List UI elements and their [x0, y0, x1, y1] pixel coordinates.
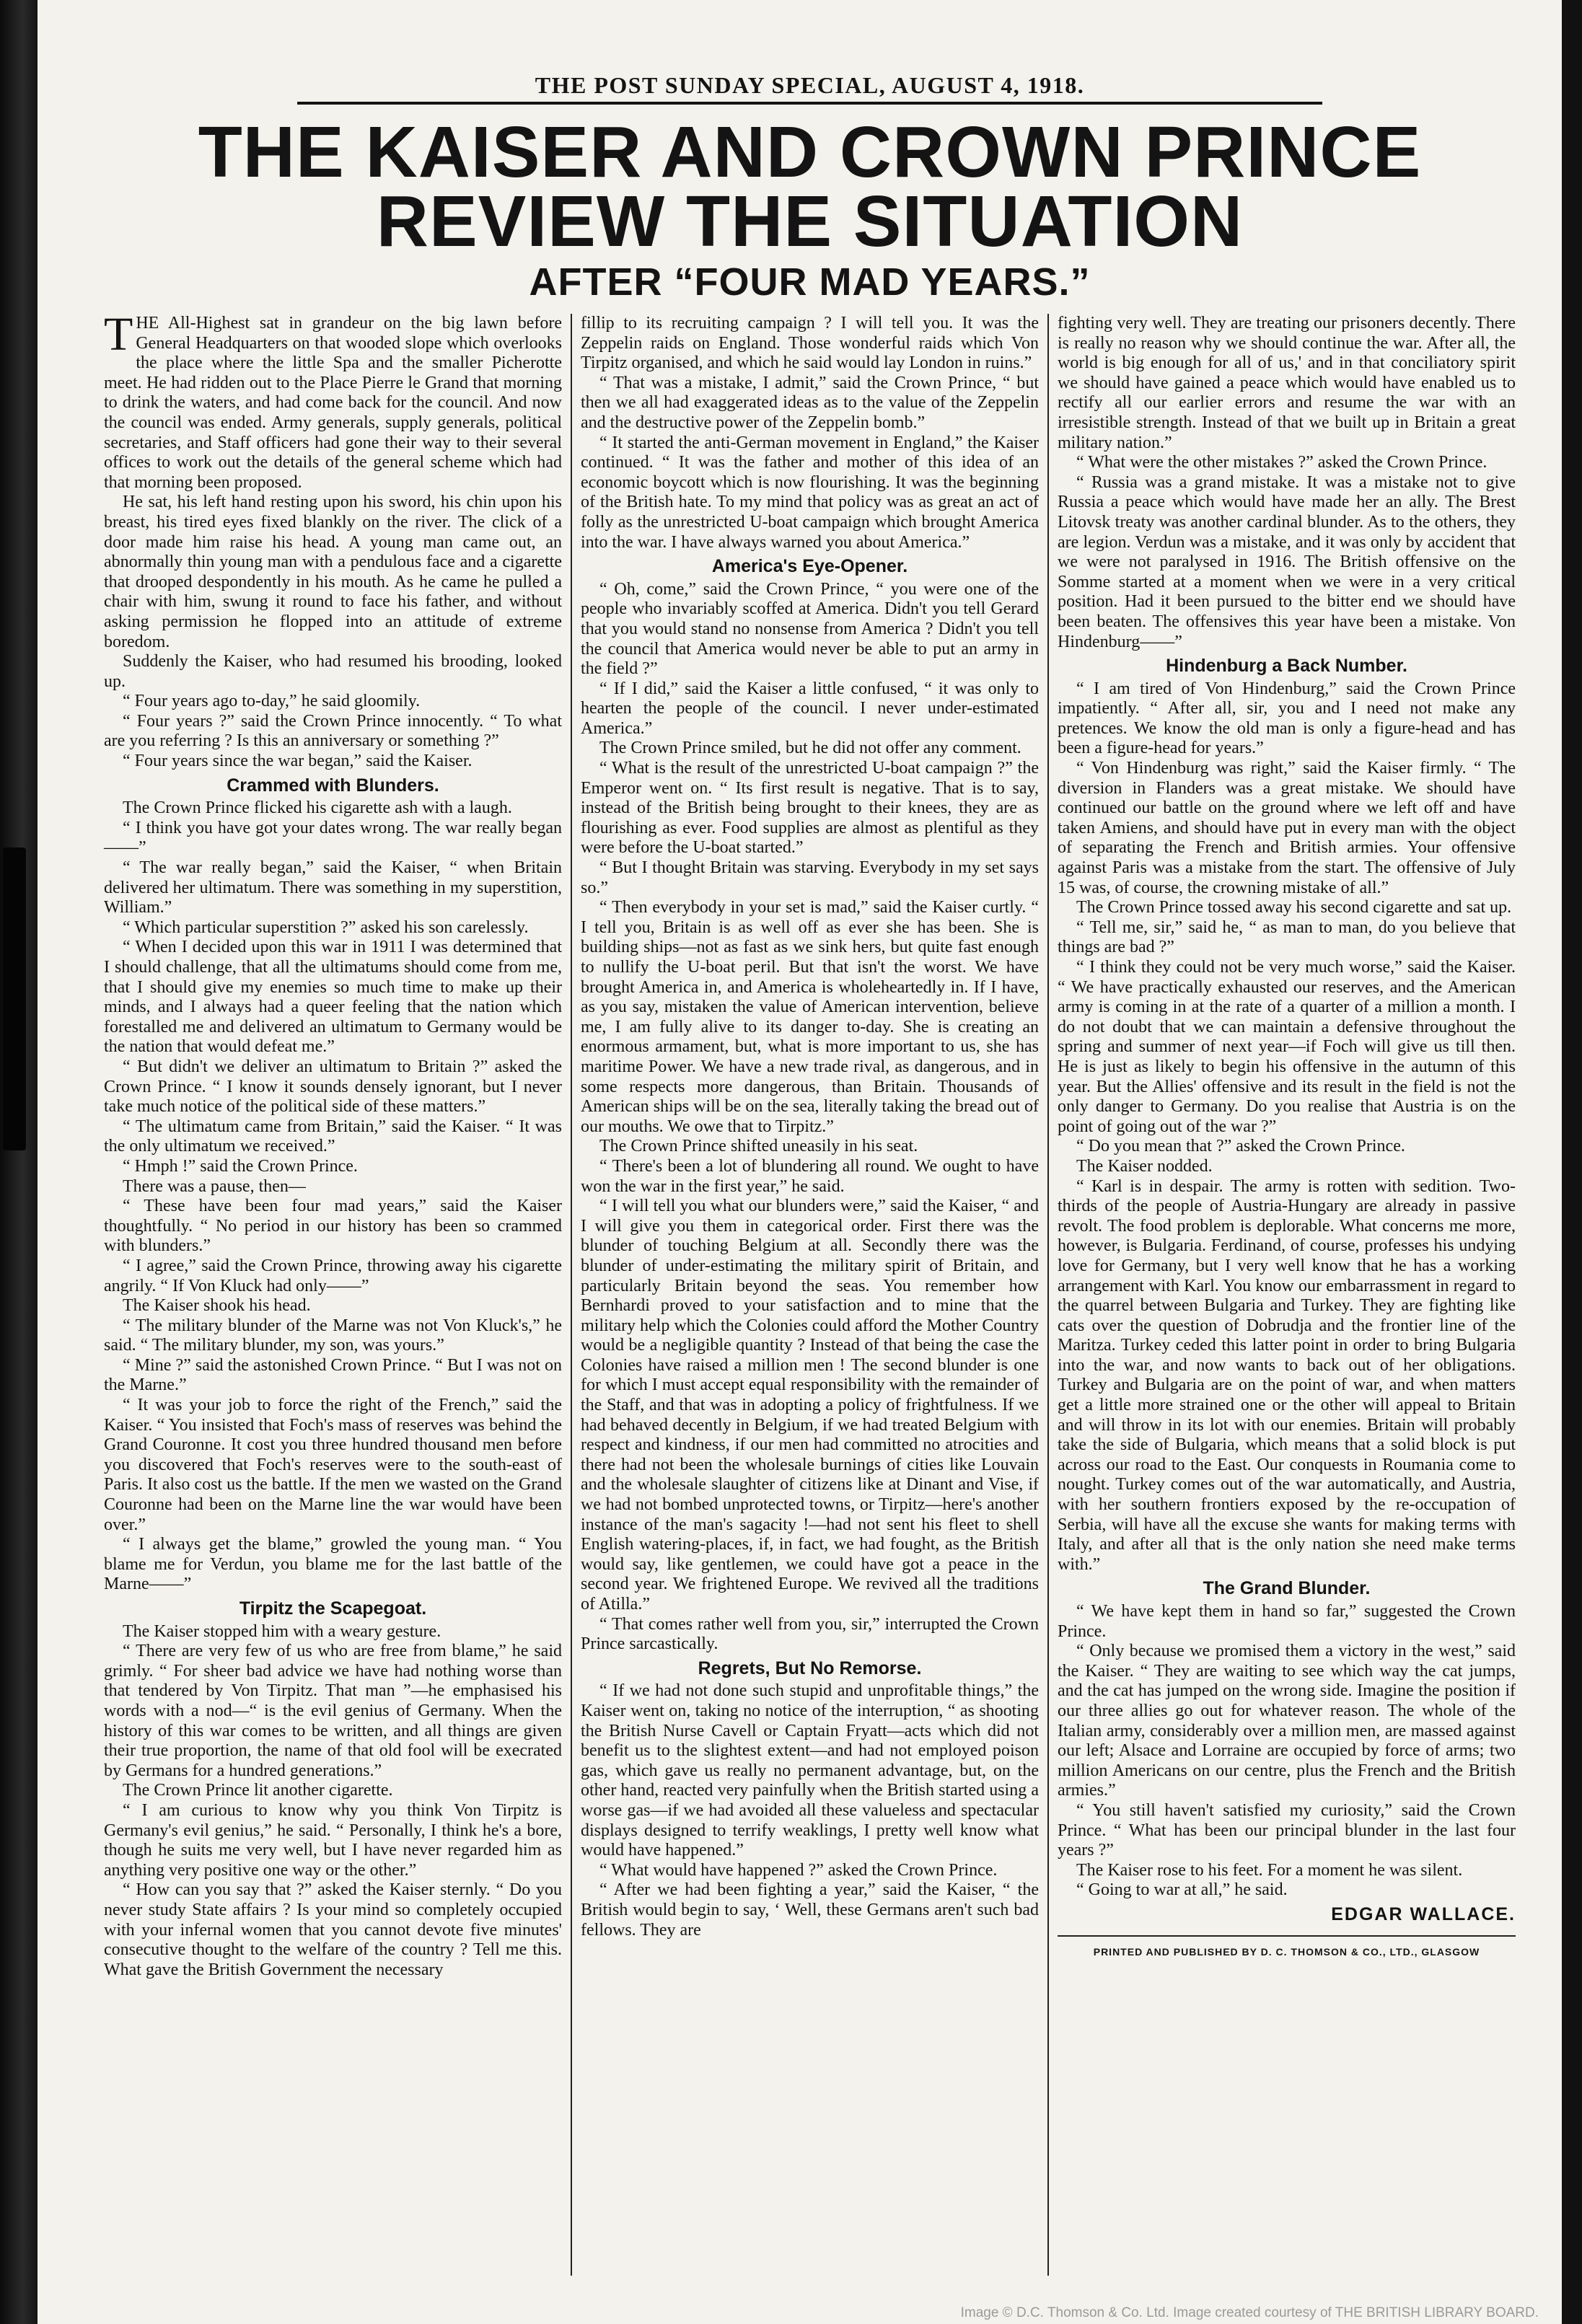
paragraph: “ Von Hindenburg was right,” said the Kaiser firmly. “ The diversion in Flanders was a great mistake. We should have continued our battle on the ground where we left off and have taken Amiens, and should have put in every man with the object of separating the French and British armies. Your offensive against Paris was a mistake from the start. The offensive of July 15 was, of course, the crowning mistake of all.” — [1058, 759, 1516, 897]
image-credit: Image © D.C. Thomson & Co. Ltd. Image created courtesy of THE BRITISH LIBRARY BOARD. — [960, 2305, 1539, 2320]
paragraph: fillip to its recruiting campaign ? I will tell you. It was the Zeppelin raids on England. Those wonderful raids which Von Tirpitz organised, and which he said would lay London in ruins.” — [581, 314, 1039, 373]
paragraph: “ Four years since the war began,” said the Kaiser. — [123, 752, 473, 771]
section-heading: Regrets, But No Remorse. — [698, 1658, 922, 1678]
paragraph: “ Going to war at all,” he said. — [1076, 1880, 1288, 1900]
paragraph: “ When I decided upon this war in 1911 I was determined that I should challenge, that all the ultimatums should come from me, that I should give my enemies so much time to make up their minds, and I always had a queer feeling that the nation which forestalled me and delivered an ultimatum to Germany would be the nation that would defeat me.” — [104, 938, 562, 1057]
paragraph: The Crown Prince smiled, but he did not offer any comment. — [599, 739, 1021, 758]
paragraph: The Kaiser nodded. — [1076, 1156, 1213, 1176]
paragraph: The Crown Prince lit another cigarette. — [123, 1781, 393, 1800]
paragraph: “ Four years ago to-day,” he said gloomily. — [123, 692, 421, 711]
paragraph: “ What would have happened ?” asked the Crown Prince. — [599, 1860, 998, 1880]
page-edge-right — [1562, 0, 1582, 2324]
paragraph: “ Karl is in despair. The army is rotten with sedition. Two-thirds of the people of Austria-Hungary are already in passive revolt. The food problem is deplorable. What concerns me more, however, is Bulgaria. Ferdinand, of course, professes his undying love for Germany, but I very well know that he has a working arrangement with Karl. You know our embarrassment in regard to the quarrel between Bulgaria and Turkey. They are fighting like cats over the question of Dobrudja and the frontier line of the Maritza. Turkey ceded this latter point in order to bring Bulgaria into the war, and now wants to back out of her obligations. Turkey and Bulgaria are on the point of war, and when matters get a little more strained one or the other will appeal to Britain and will throw in its lot with our enemies. Britain will probably take the side of Bulgaria, which means that a solid block is put across our road to the East. Our conquests in Roumania come to nought. Turkey comes out of the war automatically, and Austria, with her southern frontiers exposed by the re-occupation of Serbia, will have all the excuse she wants for making terms with Italy, and after all that is the only nation she need make terms with.” — [1058, 1176, 1516, 1574]
paragraph: fighting very well. They are treating our prisoners decently. There is really no reason why we should continue the war. After all, the world is big enough for all of us,' and in that conciliatory spirit we should have gained a peace which would have enabled us to rectify all our earlier errors and resume the war with an irresistible strength. Instead of that we built up in Britain a great military nation.” — [1058, 314, 1516, 452]
paragraph: “ How can you say that ?” asked the Kaiser sternly. “ Do you never study State affairs ? Is your mind so completely occupied with your infernal women that you cannot devote five minutes' consecutive thought to the welfare of the country ? Tell me this. What gave the British Government the necessary — [104, 1880, 562, 1979]
paragraph: “ There's been a lot of blundering all round. We ought to have won the war in the first year,” he said. — [581, 1156, 1039, 1196]
paragraph: The Crown Prince shifted uneasily in his seat. — [599, 1137, 918, 1156]
paragraph: “ Only because we promised them a victory in the west,” said the Kaiser. “ They are waiting to see which way the cat jumps, and the cat has jumped on the wrong side. Imagine the position if our three allies go out for whatever reason. The whole of the Italian army, considerably over a million men, are massed against our left; Alsace and Lorraine are occupied by force of arms; two million Americans on our centre, plus the French and the British armies.” — [1058, 1642, 1516, 1800]
paragraph: “ What is the result of the unrestricted U-boat campaign ?” the Emperor went on. “ Its first result is negative. That is to say, instead of the British being brought to their knees, they are as flourishing as ever. Food supplies are almost as plentiful as they were before the U-boat started.” — [581, 759, 1039, 858]
section-heading: America's Eye-Opener. — [711, 556, 908, 577]
paragraph: “ The ultimatum came from Britain,” said the Kaiser. “ It was the only ultimatum we received.” — [104, 1117, 562, 1156]
lead-paragraph: THE All-Highest sat in grandeur on the big lawn before General Headquarters on that wooded slope which overlooks the place where the little Spa and the smaller Picherotte meet. He had ridden out to the Place Pierre le Grand that morning to drink the waters, and had come back for the council. And now the council was ended. Army generals, supply generals, political secretaries, and Staff officers had gone their way to their several offices to work out the details of the general scheme which had that morning been proposed. — [104, 314, 562, 492]
paragraph: “ After we had been fighting a year,” said the Kaiser, “ the British would begin to say, ‘ Well, these Germans aren't such bad fellows. They are — [581, 1880, 1039, 1940]
paragraph: “ Hmph !” said the Crown Prince. — [123, 1156, 358, 1176]
paragraph: “ I think you have got your dates wrong. The war really began——” — [104, 818, 562, 858]
paragraph: “ If we had not done such stupid and unprofitable things,” the Kaiser went on, taking no notice of the interruption, “ as shooting the British Nurse Cavell or Captain Fryatt—acts which did not benefit us to the slightest extent—and had not employed poison gas, which gave us really no permanent advantage, but, on the other hand, reacted very painfully when the British started using a worse gas—if we had avoided all these valueless and spectacular displays designed to terrify weaklings, I pretty well know what would have happened.” — [581, 1681, 1039, 1860]
headline — [95, 112, 1524, 262]
paragraph: “ The military blunder of the Marne was not Von Kluck's,” he said. “ The military blunder, my son, was yours.” — [104, 1316, 562, 1355]
section-heading: Tirpitz the Scapegoat. — [239, 1598, 427, 1619]
paragraph: “ I am curious to know why you think Von Tirpitz is Germany's evil genius,” he said. “ Personally, I think he's a bore, though he suits me very well, but I have never regarded him as anything very positive one way or the other.” — [104, 1800, 562, 1880]
paragraph: “ What were the other mistakes ?” asked the Crown Prince. — [1076, 453, 1487, 472]
paragraph: The Kaiser shook his head. — [123, 1296, 311, 1316]
column-3 — [1047, 314, 1524, 2276]
paragraph: “ If I did,” said the Kaiser a little confused, “ it was only to hearten the people of the council. I never under-estimated America.” — [581, 679, 1039, 738]
author-byline: EDGAR WALLACE. — [1331, 1903, 1516, 1924]
binding-clip — [3, 848, 26, 1150]
paragraph: “ Then everybody in your set is mad,” said the Kaiser curtly. “ I tell you, Britain is as well off as ever she has been. She is building ships—not as fast as we sink hers, but quite fast enough to nullify the U-boat peril. But that isn't the worst. We have brought America in, and America is wholeheartedly in. If I have, as you say, mistaken the value of American intervention, believe me, I am fully alive to its danger to-day. She is creating an enormous armament, but, what is more important to us, she has maritime Power. We have a new trade rival, as dangerous, and in some respects more dangerous, than Britain. Thousands of American ships will be on the sea, literally taking the bread out of our mouths. We owe that to Tirpitz.” — [581, 898, 1039, 1136]
paragraph: The Crown Prince flicked his cigarette ash with a laugh. — [123, 798, 512, 818]
column-1 — [95, 314, 571, 2276]
paragraph: “ Tell me, sir,” said he, “ as man to man, do you believe that things are bad ?” — [1058, 917, 1516, 957]
paragraph: “ The war really began,” said the Kaiser, “ when Britain delivered her ultimatum. There was something in my superstition, William.” — [104, 858, 562, 917]
section-heading: Crammed with Blunders. — [227, 775, 439, 796]
section-heading: Hindenburg a Back Number. — [1166, 656, 1407, 677]
paragraph: “ There are very few of us who are free from blame,” he said grimly. “ For sheer bad advice we have had nothing worse than that tendered by Von Tirpitz. That man ”—he emphasised his words with a nod—“ is the evil genius of Germany. When the history of this war comes to be written, and all things are given their true proportion, the name of that old fool will be execrated by Germans for a hundred generations.” — [104, 1642, 562, 1780]
paragraph: “ That comes rather well from you, sir,” interrupted the Crown Prince sarcastically. — [581, 1614, 1039, 1654]
paragraph: “ I am tired of Von Hindenburg,” said the Crown Prince impatiently. “ After all, sir, you and I need not make any pretences. We know the old man is only a figure-head and has been a figure-head for years.” — [1058, 679, 1516, 758]
headline-line-1: THE KAISER AND CROWN PRINCE — [198, 112, 1422, 193]
dateline: THE POST SUNDAY SPECIAL, AUGUST 4, 1918. — [297, 72, 1322, 105]
section-heading: The Grand Blunder. — [1203, 1578, 1371, 1599]
paragraph: “ I think they could not be very much worse,” said the Kaiser. “ We have practically exhausted our reserves, and the American army is coming in at the rate of a quarter of a million a month. I do not doubt that we can maintain a defensive throughout the spring and summer of next year—if Foch will give us till then. He is just as likely to begin his offensive in the autumn of this year. But the Allies' offensive and its result in the field is not the only danger to Germany. Do you realise that Austria is on the point of going out of the war ?” — [1058, 958, 1516, 1136]
paragraph: “ Four years ?” said the Crown Prince innocently. “ To what are you referring ? Is this an anniversary or something ?” — [104, 711, 562, 751]
paragraph: “ Mine ?” said the astonished Crown Prince. “ But I was not on the Marne.” — [104, 1355, 562, 1395]
paragraph: “ I agree,” said the Crown Prince, throwing away his cigarette angrily. “ If Von Kluck had only——” — [104, 1256, 562, 1295]
paragraph: “ Oh, come,” said the Crown Prince, “ you were one of the people who invariably scoffed at America. Didn't you tell Gerard that you would stand no nonsense from America ? Didn't you tell the council that America would never be able to put an army in the field ?” — [581, 579, 1039, 679]
paragraph: Suddenly the Kaiser, who had resumed his brooding, looked up. — [104, 652, 562, 691]
paragraph: “ It started the anti-German movement in England,” the Kaiser continued. “ It was the father and mother of this idea of an economic boycott which is now flourishing. It was the beginning of the British hate. To my mind that policy was as great an act of folly as the unrestricted U-boat campaign which brought America into the war. I have always warned you about America.” — [581, 433, 1039, 552]
article-columns — [95, 314, 1524, 2276]
paragraph: “ Which particular superstition ?” asked his son carelessly. — [123, 917, 529, 937]
paragraph: “ We have kept them in hand so far,” suggested the Crown Prince. — [1058, 1602, 1516, 1641]
paragraph: “ That was a mistake, I admit,” said the Crown Prince, “ but then we all had exaggerated ideas as to the value of the Zeppelin and the destructive power of the Zeppelin bomb.” — [581, 373, 1039, 432]
paragraph: He sat, his left hand resting upon his sword, his chin upon his breast, his tired eyes fixed blankly on the river. The click of a door made him raise his head. A young man came out, an abnormally thin young man with a pendulous face and a cigarette that drooped despondently in his mouth. As he came he pulled a chair with him, swung it round to face his father, and without asking permission he flopped into an attitude of extreme boredom. — [104, 493, 562, 651]
paragraph: The Crown Prince tossed away his second cigarette and sat up. — [1076, 898, 1512, 917]
newspaper-page — [38, 0, 1562, 2324]
paragraph: “ These have been four mad years,” said the Kaiser thoughtfully. “ No period in our history has been so crammed with blunders.” — [104, 1197, 562, 1256]
column-2 — [571, 314, 1047, 2276]
binding-edge — [0, 0, 38, 2324]
headline-line-2: REVIEW THE SITUATION — [376, 181, 1244, 262]
paragraph: The Kaiser stopped him with a weary gesture. — [123, 1621, 441, 1641]
imprint-line: PRINTED AND PUBLISHED BY D. C. THOMSON & CO., LTD., GLASGOW — [1058, 1935, 1516, 1963]
paragraph: “ Do you mean that ?” asked the Crown Prince. — [1076, 1137, 1405, 1156]
paragraph: “ Russia was a grand mistake. It was a mistake not to give Russia a peace which would have made her an ally. The Brest Litovsk treaty was another cardinal blunder. As to the others, they are legion. Verdun was a mistake, and it was only by accident that we were not paralysed in 1916. The British offensive on the Somme started at a moment when we were in a very critical position. Had it been pursued to the bitter end we should have been beaten. The offensives this year have been a mistake. Von Hindenburg——” — [1058, 472, 1516, 651]
subheadline: AFTER “FOUR MAD YEARS.” — [529, 260, 1091, 304]
paragraph: “ You still haven't satisfied my curiosity,” said the Crown Prince. “ What has been our principal blunder in the last four years ?” — [1058, 1800, 1516, 1860]
paragraph: “ But didn't we deliver an ultimatum to Britain ?” asked the Crown Prince. “ I know it sounds densely ignorant, but I never take much notice of the political side of these matters.” — [104, 1057, 562, 1117]
paragraph: “ I always get the blame,” growled the young man. “ You blame me for Verdun, you blame me for the last battle of the Marne——” — [104, 1535, 562, 1594]
paragraph: “ I will tell you what our blunders were,” said the Kaiser, “ and I will give you them in categorical order. First there was the blunder of touching Belgium at all. Secondly there was the blunder of under-estimating the military spirit of Britain, and particularly Britain beyond the seas. You remember how Bernhardi proved to your satisfaction and to mine that the military help which the Colonies could afford the Mother Country would be a negligible quantity ? Instead of that being the case the Colonies have raised a million men ! The second blunder is one for which I must accept equal responsibility with the remainder of the Staff, and that was in adopting a policy of frightfulness. If we had behaved decently in Belgium, if we had treated Belgium with respect and kindness, if our men had committed no atrocities and there had not been the wholesale burnings of cities like Louvain and the wholesale slaughter of citizens like at Dinant and Vise, if we had not bombed unprotected towns, or Tirpitz—here's another instance of the man's sagacity !—had not sent his fleet to shell English watering-places, if, in fact, we had fought, as the British would say, like gentlemen, we could have got a peace in the second year. We frightened Europe. We revived all the traditions of Atilla.” — [581, 1197, 1039, 1614]
paragraph: “ It was your job to force the right of the French,” said the Kaiser. “ You insisted that Foch's mass of reserves was behind the Grand Couronne. It cost you three hundred thousand men before you discovered that Foch's reserves were to the south-east of Paris. It also cost us the battle. If the men we wasted on the Grand Couronne had been on the Marne line the war would have been over.” — [104, 1396, 562, 1534]
paragraph: There was a pause, then— — [123, 1176, 306, 1196]
paragraph: The Kaiser rose to his feet. For a moment he was silent. — [1076, 1860, 1463, 1880]
paragraph: “ But I thought Britain was starving. Everybody in my set says so.” — [581, 858, 1039, 897]
